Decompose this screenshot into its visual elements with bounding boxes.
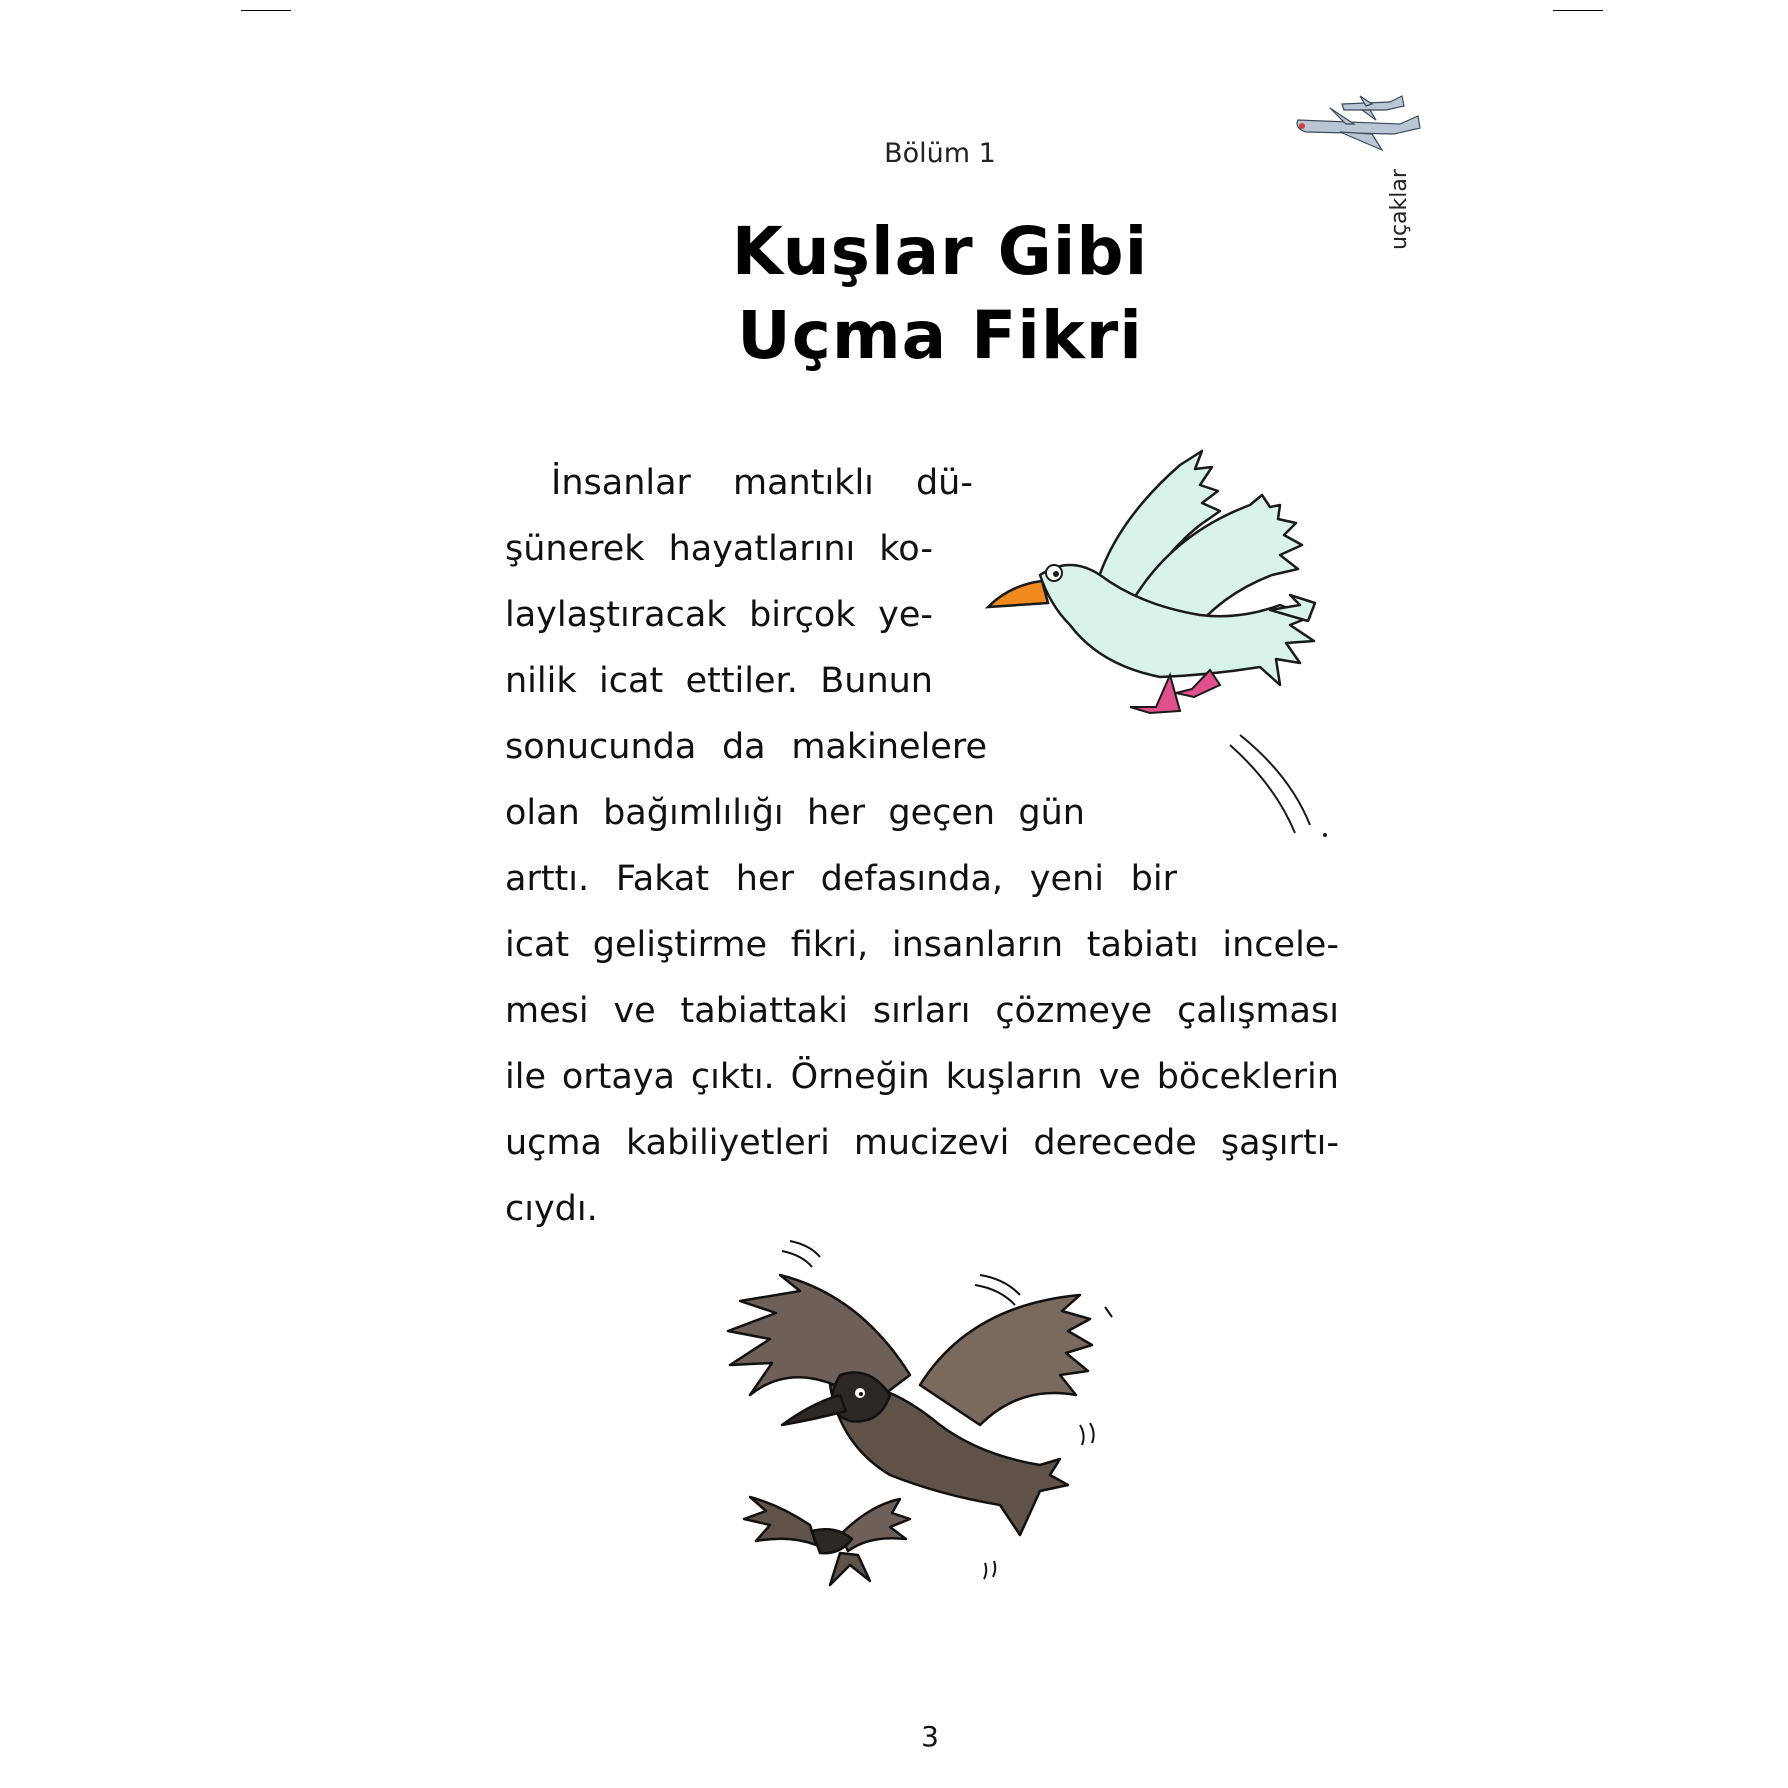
body-line xyxy=(505,1044,1339,1110)
body-line: cıydı. xyxy=(505,1189,598,1229)
body-word: Fakat xyxy=(615,859,710,899)
body-word: geçen xyxy=(888,793,996,833)
page-title xyxy=(640,210,1240,378)
crop-mark-left xyxy=(241,10,291,11)
body-line xyxy=(505,978,1339,1044)
body-word: olan xyxy=(505,793,580,833)
body-word: kuşların xyxy=(945,1057,1083,1097)
page-number: 3 xyxy=(921,1720,939,1753)
body-line xyxy=(505,1110,1339,1176)
body-line xyxy=(505,912,1339,978)
body-line xyxy=(505,714,987,780)
body-word: şünerek xyxy=(505,529,645,569)
body-word: tabiattaki xyxy=(680,991,848,1031)
dark-birds-illustration xyxy=(720,1235,1160,1605)
body-line xyxy=(505,450,973,516)
body-word: şaşırtı- xyxy=(1220,1123,1339,1163)
body-word: insanların xyxy=(891,925,1064,965)
body-word: yeni xyxy=(1029,859,1104,899)
body-word: geliştirme xyxy=(592,925,768,965)
body-word: kabiliyetleri xyxy=(625,1123,830,1163)
body-word: hayatlarını xyxy=(668,529,856,569)
body-word: dü- xyxy=(915,463,973,503)
body-word: böceklerin xyxy=(1156,1057,1339,1097)
body-word: nilik xyxy=(505,661,577,701)
body-word: tabiatı xyxy=(1086,925,1199,965)
body-word: laylaştıracak xyxy=(505,595,727,635)
body-word: incele- xyxy=(1222,925,1339,965)
body-word: her xyxy=(806,793,866,833)
body-word: fikri, xyxy=(790,925,869,965)
body-word: sonucunda xyxy=(505,727,697,767)
body-word: defasında, xyxy=(820,859,1004,899)
body-word: Bunun xyxy=(820,661,933,701)
body-word: mesi xyxy=(505,991,589,1031)
crop-mark-right xyxy=(1553,10,1603,11)
body-line xyxy=(505,648,933,714)
body-word: derecede xyxy=(1033,1123,1197,1163)
body-word: İnsanlar xyxy=(551,463,691,503)
side-tab-label: uçaklar xyxy=(1387,169,1412,250)
body-word: uçma xyxy=(505,1123,602,1163)
chapter-label: Bölüm 1 xyxy=(884,138,996,169)
body-word: Örneğin xyxy=(790,1057,930,1097)
body-word: ettiler. xyxy=(685,661,798,701)
body-line xyxy=(505,582,933,648)
body-word: mantıklı xyxy=(733,463,874,503)
title-line-2: Uçma Fikri xyxy=(737,297,1143,374)
body-line xyxy=(505,846,1177,912)
body-word: her xyxy=(735,859,794,899)
body-word: ortaya xyxy=(561,1057,675,1097)
body-word: ye- xyxy=(878,595,933,635)
body-word: da xyxy=(721,727,766,767)
body-word: icat xyxy=(599,661,664,701)
body-line xyxy=(505,780,1085,846)
body-word: çalışması xyxy=(1177,991,1339,1031)
body-text xyxy=(505,450,1345,1242)
body-word: ile xyxy=(505,1057,546,1097)
body-word: bir xyxy=(1130,859,1177,899)
body-line xyxy=(505,516,933,582)
body-word: birçok xyxy=(749,595,856,635)
body-word: çıktı. xyxy=(690,1057,775,1097)
body-word: çözmeye xyxy=(995,991,1153,1031)
body-word: mucizevi xyxy=(853,1123,1010,1163)
airplanes-icon xyxy=(1290,88,1440,168)
body-word: ko- xyxy=(879,529,933,569)
body-word: ve xyxy=(613,991,656,1031)
body-word: bağımlılığı xyxy=(603,793,784,833)
body-word: arttı. xyxy=(505,859,590,899)
body-word: gün xyxy=(1018,793,1085,833)
body-word: ve xyxy=(1098,1057,1141,1097)
body-word: makinelere xyxy=(791,727,987,767)
body-word: icat xyxy=(505,925,570,965)
title-line-1: Kuşlar Gibi xyxy=(731,213,1149,290)
body-word: sırları xyxy=(872,991,971,1031)
